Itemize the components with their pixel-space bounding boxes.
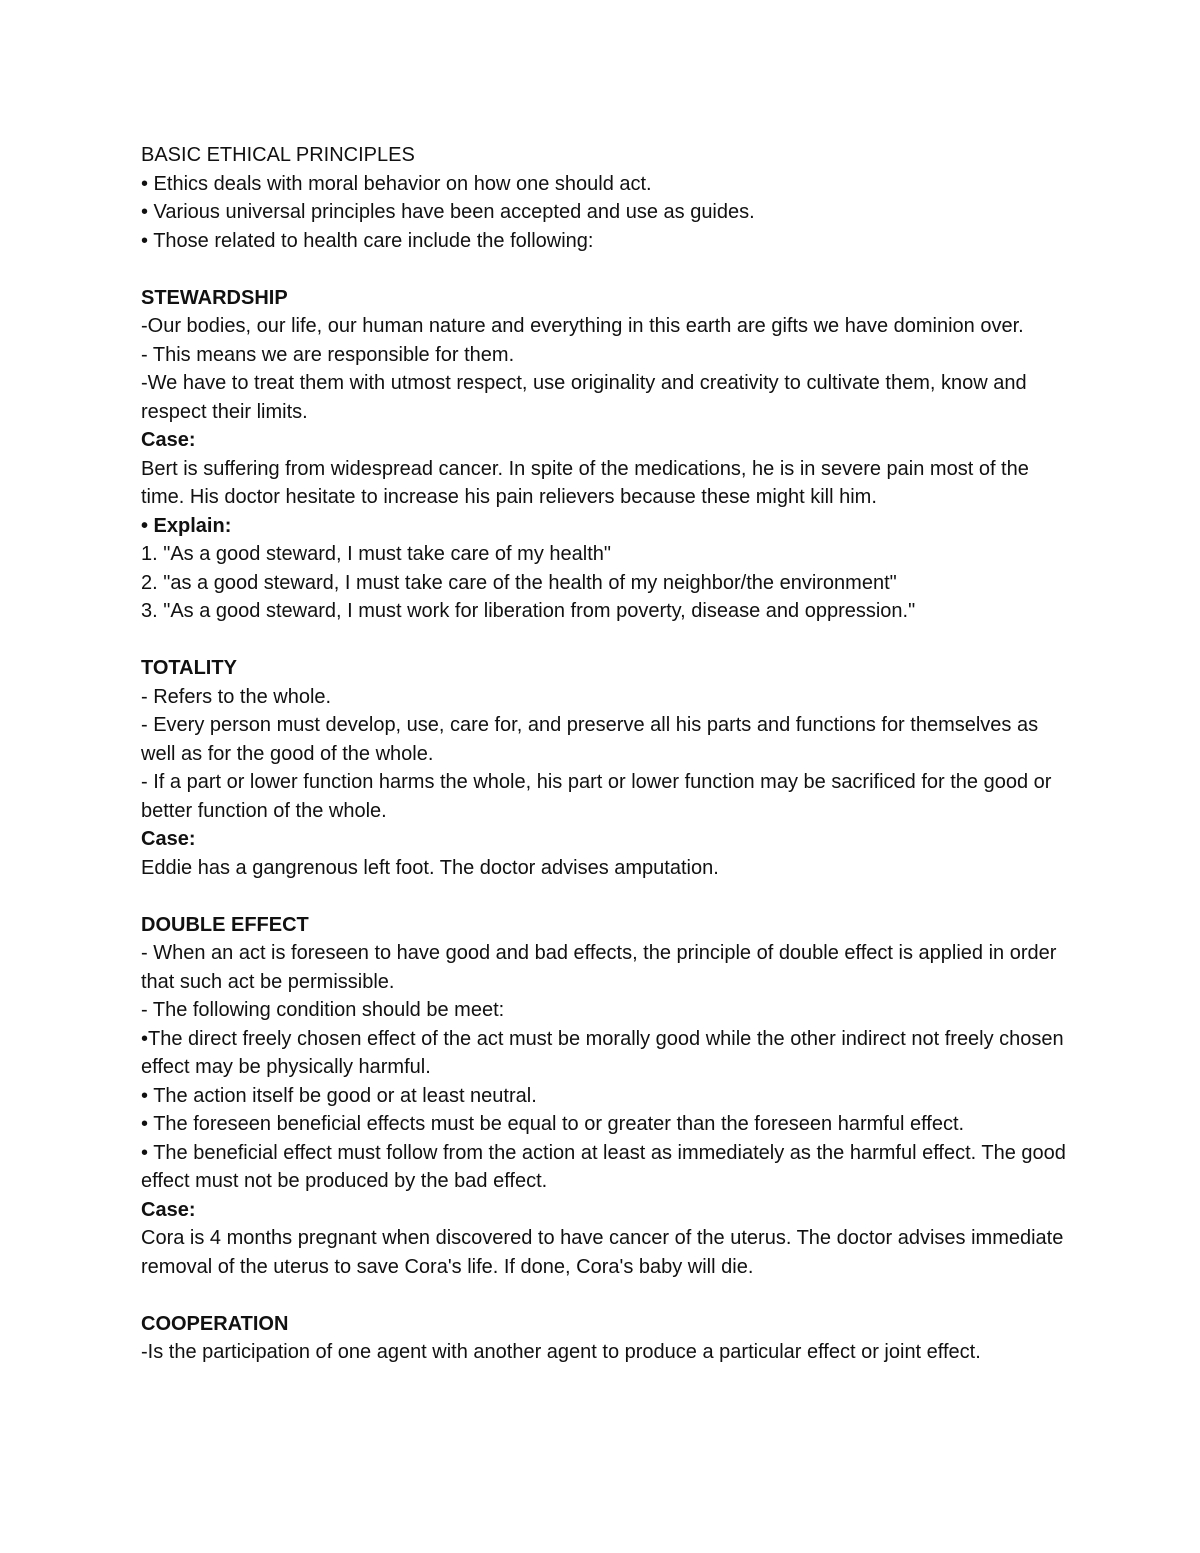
cooperation-point: -Is the participation of one agent with another agent to produce a particular effect or joint effect.: [141, 1341, 981, 1363]
totality-heading: TOTALITY: [141, 657, 237, 679]
stewardship-case-label: Case:: [141, 429, 196, 451]
stewardship-case-text: Bert is suffering from widespread cancer. In spite of the medications, he is in severe pain most of the time. His doctor hesitate to increase his pain relievers because these might kill him.: [141, 457, 1035, 508]
double-effect-condition: • The foreseen beneficial effects must be equal to or greater than the foreseen harmful effect.: [141, 1113, 965, 1135]
intro-bullet: • Ethics deals with moral behavior on how one should act.: [141, 172, 652, 195]
document-page: [141, 141, 1071, 1367]
double-effect-condition: • The action itself be good or at least neutral.: [141, 1084, 537, 1107]
double-effect-condition: •The direct freely chosen effect of the act must be morally good while the other indirect not freely chosen effect may be physically harmful.: [141, 1027, 1070, 1078]
stewardship-explain-item: 2. "as a good steward, I must take care of the health of my neighbor/the environment": [141, 571, 897, 594]
stewardship-point: -Our bodies, our life, our human nature and everything in this earth are gifts we have dominion over.: [141, 315, 1024, 337]
double-effect-point: - When an act is foreseen to have good and bad effects, the principle of double effect is applied in order that such act be permissible.: [141, 942, 1062, 993]
intro-bullet: • Those related to health care include the following:: [141, 229, 594, 252]
double-effect-condition: • The beneficial effect must follow from the action at least as immediately as the harmful effect. The good effect must not be produced by the bad effect.: [141, 1141, 1072, 1192]
intro-bullet: • Various universal principles have been accepted and use as guides.: [141, 201, 755, 223]
section-spacer: [141, 1281, 1071, 1310]
stewardship-explain-item: 3. "As a good steward, I must work for liberation from poverty, disease and oppression.": [141, 600, 916, 622]
stewardship-explain-item: 1. "As a good steward, I must take care of my health": [141, 543, 611, 565]
stewardship-point: - This means we are responsible for them.: [141, 343, 515, 366]
section-spacer: [141, 255, 1071, 284]
section-spacer: [141, 882, 1071, 911]
double-effect-case-text: Cora is 4 months pregnant when discovered to have cancer of the uterus. The doctor advises immediate removal of the uterus to save Cora's life. If done, Cora's baby will die.: [141, 1227, 1069, 1278]
stewardship-explain-label: • Explain:: [141, 514, 232, 537]
double-effect-point: - The following condition should be meet:: [141, 999, 505, 1021]
totality-point: - Refers to the whole.: [141, 685, 332, 708]
totality-case-label: Case:: [141, 828, 196, 850]
totality-point: - Every person must develop, use, care for, and preserve all his parts and functions for themselves as well as for the good of the whole.: [141, 714, 1044, 765]
stewardship-heading: STEWARDSHIP: [141, 286, 288, 309]
totality-point: - If a part or lower function harms the whole, his part or lower function may be sacrificed for the good or better function of the whole.: [141, 771, 1057, 822]
double-effect-heading: DOUBLE EFFECT: [141, 913, 309, 936]
double-effect-case-label: Case:: [141, 1198, 196, 1221]
totality-case-text: Eddie has a gangrenous left foot. The doctor advises amputation.: [141, 856, 719, 879]
stewardship-point: -We have to treat them with utmost respect, use originality and creativity to cultivate them, know and respect their limits.: [141, 372, 1033, 423]
cooperation-heading: COOPERATION: [141, 1312, 289, 1335]
document-title: BASIC ETHICAL PRINCIPLES: [141, 144, 415, 166]
section-spacer: [141, 626, 1071, 655]
